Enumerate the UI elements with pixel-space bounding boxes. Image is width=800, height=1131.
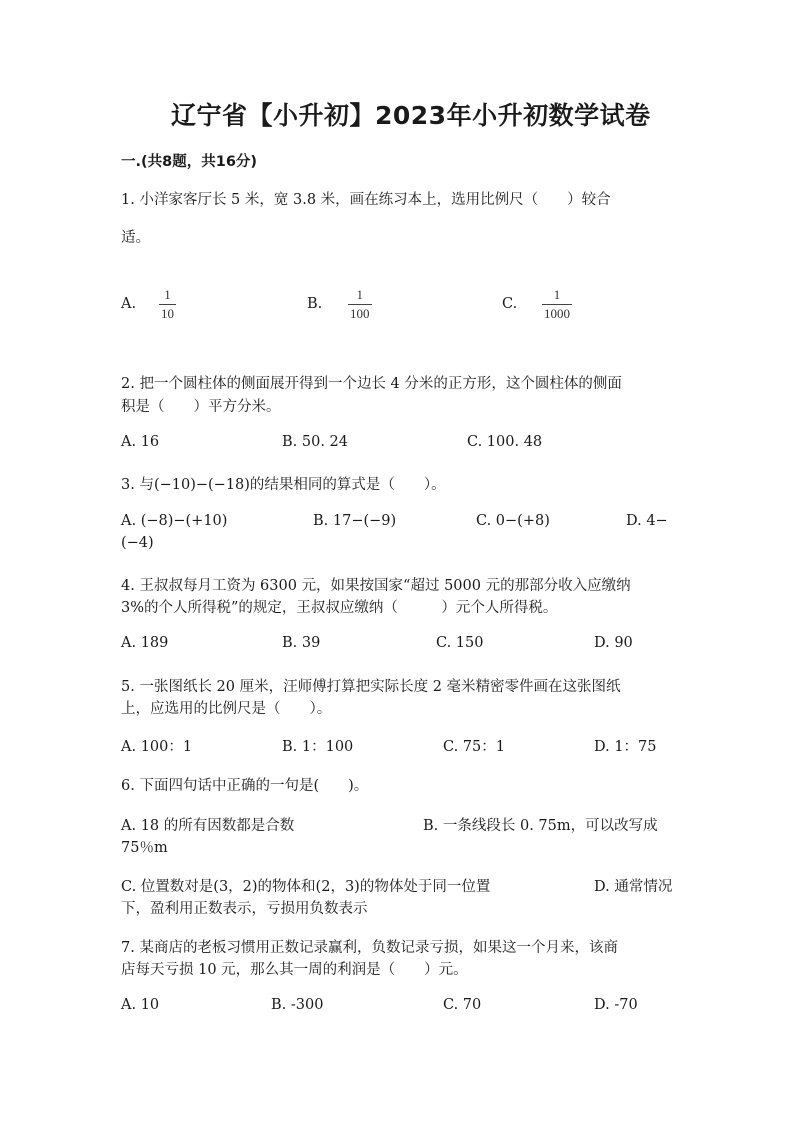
question-text: 3%的个人所得税”的规定，王叔叔应缴纳（ ）元个人所得税。 xyxy=(121,600,558,616)
fraction xyxy=(348,287,372,322)
option-b: B. 50. 24 xyxy=(282,434,348,450)
option-c: C. 75：1 xyxy=(443,739,505,755)
option-label: A. xyxy=(121,296,137,312)
option-label: C. xyxy=(502,296,518,312)
option-b: B. 一条线段长 0. 75m，可以改写成 xyxy=(423,818,658,834)
section-heading: 一.(共8题，共16分) xyxy=(121,154,258,170)
option-c: C. 100. 48 xyxy=(467,434,543,450)
question-text: 适。 xyxy=(121,230,150,246)
option-d: D. -70 xyxy=(594,997,638,1013)
fraction-numerator: 1 xyxy=(164,287,171,302)
option-d: D. 90 xyxy=(594,635,633,651)
option-label: B. xyxy=(307,296,323,312)
fraction xyxy=(542,287,572,322)
option-a: A. 16 xyxy=(121,434,160,450)
question-text: 积是（ ）平方分米。 xyxy=(121,399,281,415)
fraction-denominator: 100 xyxy=(350,306,370,321)
option-d: D. 通常情况 xyxy=(594,879,673,895)
option-a: A. 100：1 xyxy=(121,739,193,755)
question-text: 3. 与(−10)−(−18)的结果相同的算式是（ ）。 xyxy=(121,477,446,493)
option-d-continued: 下，盈利用正数表示，亏损用负数表示 xyxy=(121,901,368,917)
option-a: A. (−8)−(+10) xyxy=(121,513,228,529)
option-b: B. 17−(−9) xyxy=(313,513,397,529)
question-text: 4. 王叔叔每月工资为 6300 元，如果按国家“超过 5000 元的那部分收入应缴纳 xyxy=(121,578,631,594)
question-text: 5. 一张图纸长 20 厘米，汪师傅打算把实际长度 2 毫米精密零件画在这张图纸 xyxy=(121,679,621,695)
option-d: D. 4− xyxy=(626,513,668,529)
question-text: 2. 把一个圆柱体的侧面展开得到一个边长 4 分米的正方形，这个圆柱体的侧面 xyxy=(121,376,622,392)
option-d-continued: (−4) xyxy=(121,535,154,551)
fraction-numerator: 1 xyxy=(553,287,561,302)
option-c: C. 位置数对是(3，2)的物体和(2，3)的物体处于同一位置 xyxy=(121,879,491,895)
option-a: A. 10 xyxy=(121,997,160,1013)
option-a: A. 18 的所有因数都是合数 xyxy=(121,818,295,834)
option-b-continued: 75％m xyxy=(121,840,168,856)
option-d: D. 1：75 xyxy=(594,739,657,755)
option-b: B. 1：100 xyxy=(282,739,354,755)
option-b: B. -300 xyxy=(271,997,324,1013)
option-c: C. 150 xyxy=(436,635,484,651)
fraction-denominator: 1000 xyxy=(544,306,570,321)
fraction-denominator: 10 xyxy=(161,306,174,321)
page-title: 辽宁省【小升初】2023年小升初数学试卷 xyxy=(171,101,651,130)
fraction-numerator: 1 xyxy=(356,287,363,302)
question-text: 6. 下面四句话中正确的一句是( )。 xyxy=(121,778,369,794)
option-b: B. 39 xyxy=(282,635,321,651)
option-c: C. 70 xyxy=(443,997,482,1013)
fraction xyxy=(159,287,176,322)
question-text: 店每天亏损 10 元，那么其一周的利润是（ ）元。 xyxy=(121,962,468,978)
question-text: 上，应选用的比例尺是（ ）。 xyxy=(121,701,332,717)
option-c: C. 0−(+8) xyxy=(476,513,550,529)
question-text: 1. 小洋家客厅长 5 米，宽 3.8 米，画在练习本上，选用比例尺（ ）较合 xyxy=(121,192,611,208)
question-text: 7. 某商店的老板习惯用正数记录赢利，负数记录亏损，如果这一个月来，该商 xyxy=(121,940,618,956)
option-a: A. 189 xyxy=(121,635,169,651)
